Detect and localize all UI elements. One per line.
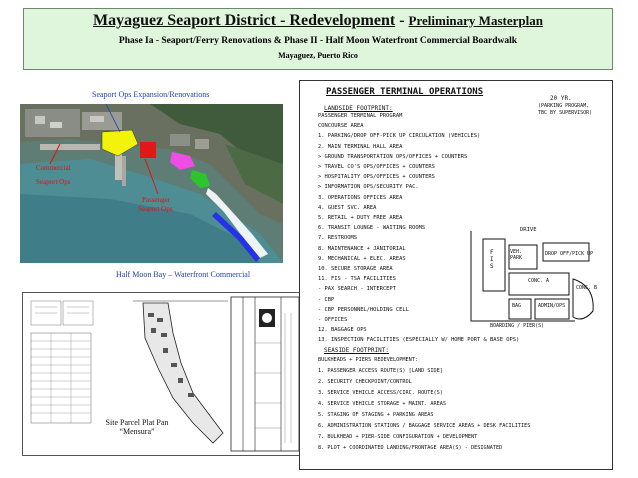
- sketch-line: 1. PARKING/DROP OFF-PICK UP CIRCULATION (VEHICLES): [318, 133, 481, 140]
- title-main: Mayaguez Seaport District - Redevelopment: [93, 12, 396, 29]
- sketch-line: PASSENGER TERMINAL PROGRAM: [318, 113, 403, 119]
- plat-caption: [92, 418, 182, 436]
- plat-caption-line-1: Site Parcel Plat Pan: [105, 418, 169, 427]
- diagram-dropoff: DROP OFF/PICK UP: [545, 251, 594, 257]
- seaside-title: SEASIDE FOOTPRINT:: [324, 347, 390, 354]
- sketch-line: CONCOURSE AREA: [318, 123, 364, 130]
- sketch-line: > TRAVEL CO'S OPS/OFFICES + COUNTERS: [318, 164, 435, 170]
- sketch-line: 10. SECURE STORAGE AREA: [318, 266, 393, 272]
- label-passenger-seaport-ops: Seaport Ops: [138, 205, 173, 213]
- label-commercial: Commercial: [36, 164, 71, 172]
- diagram-bag: BAG: [512, 303, 522, 309]
- sketch-line: 3. OPERATIONS OFFICES AREA: [318, 194, 403, 201]
- sketch-line: - CBP PERSONNEL/HOLDING CELL: [318, 306, 409, 313]
- sketch-note-3: TBC BY SUPERVISOR): [538, 110, 593, 116]
- sketch-line: 1. PASSENGER ACCESS ROUTE(S) [LAND SIDE]: [318, 368, 443, 374]
- red-zone: [140, 142, 156, 158]
- sketch-line: 6. ADMINISTRATION STATIONS / BAGGAGE SERVICE AREAS + DESK FACILITIES: [318, 423, 531, 429]
- sketch-note-2: (PARKING PROGRAM,: [538, 103, 590, 109]
- sketch-line: 7. RESTROOMS: [318, 235, 357, 242]
- sketch-line: 12. BAGGAGE OPS: [318, 327, 367, 334]
- sketch-line: 7. BULKHEAD + PIER-SIDE CONFIGURATION + DEVELOPMENT: [318, 434, 478, 440]
- label-commercial-seaport-ops: Seaport Ops: [36, 178, 71, 186]
- sketch-line: - PAX SEARCH - INTERCEPT: [318, 286, 396, 293]
- diagram-boarding: BOARDING / PIER(S): [490, 323, 545, 329]
- landside-title: LANDSIDE FOOTPRINT:: [324, 105, 393, 112]
- sketch-title: PASSENGER TERMINAL OPERATIONS: [326, 87, 484, 97]
- sketch-line: 2. MAIN TERMINAL HALL AREA: [318, 143, 403, 150]
- sketch-line: > INFORMATION OPS/SECURITY PAC.: [318, 184, 419, 191]
- sketch-line: 6. TRANSIT LOUNGE - WAITING ROOMS: [318, 225, 426, 232]
- sketch-line: 5. STAGING OF STAGING + PARKING AREAS: [318, 412, 434, 418]
- sketch-line: 4. SERVICE VEHICLE STORAGE + MAINT. AREAS: [318, 401, 447, 407]
- handwritten-program-sheet: [299, 80, 613, 470]
- sketch-line: 5. RETAIL + DUTY FREE AREA: [318, 215, 403, 221]
- sketch-line: BULKHEADS + PIERS REDEVELOPMENT:: [318, 357, 418, 363]
- sketch-note-1: 20 YR.: [550, 95, 572, 102]
- title-sub: Preliminary Masterplan: [408, 13, 543, 28]
- sketch-line: 8. PLOT + COORDINATED LANDING/FRONTAGE AREA(S) - DESIGNATED: [318, 445, 503, 451]
- sketch-line: 2. SECURITY CHECKPOINT/CONTROL: [318, 379, 412, 385]
- sketch-line: 4. GUEST SVC. AREA: [318, 204, 377, 211]
- sketch-line: 11. FIS - TSA FACILITIES: [318, 276, 396, 283]
- sketch-line: - CBP: [318, 296, 335, 303]
- title-banner: [23, 8, 613, 70]
- label-seaport-ops-expansion: Seaport Ops Expansion/Renovations: [92, 90, 210, 99]
- diagram-vehicle-park: VEH. PARK: [510, 249, 523, 261]
- page-location: Mayaguez, Puerto Rico: [278, 51, 358, 60]
- page-title: [24, 12, 612, 30]
- diagram-drive: DRIVE: [520, 227, 537, 233]
- sketch-line: - OFFICES: [318, 317, 348, 323]
- title-dash: -: [395, 12, 409, 29]
- sketch-line: 3. SERVICE VEHICLE ACCESS/CIRC. ROUTE(S): [318, 390, 443, 396]
- label-half-moon-bay: Half Moon Bay – Waterfront Commercial: [116, 270, 251, 279]
- diagram-conc-b: CONC. B: [576, 285, 598, 291]
- label-passenger: Passenger: [142, 196, 170, 204]
- diagram-conc-a: CONC. A: [528, 278, 550, 284]
- diagram-fis: F I S: [490, 249, 494, 270]
- sketch-line: 9. MECHANICAL + ELEC. AREAS: [318, 255, 406, 262]
- sketch-line: 8. MAINTENANCE + JANITORIAL: [318, 245, 406, 252]
- sketch-line: > GROUND TRANSPORTATION OPS/OFFICES + COUNTERS: [318, 153, 468, 160]
- plat-caption-line-2: “Mensura”: [119, 427, 155, 436]
- page-subtitle: Phase Ia - Seaport/Ferry Renovations & Phase II - Half Moon Waterfront Commercial Boardwalk: [118, 36, 518, 46]
- diagram-admin: ADMIN/OPS: [538, 303, 566, 309]
- sketch-line: > HOSPITALITY OPS/OFFICES + COUNTERS: [318, 174, 435, 181]
- terminal-schematic: [465, 221, 610, 331]
- sketch-line: 13. INSPECTION FACILITIES (ESPECIALLY W/ HOME PORT & BASE OPS): [318, 337, 520, 344]
